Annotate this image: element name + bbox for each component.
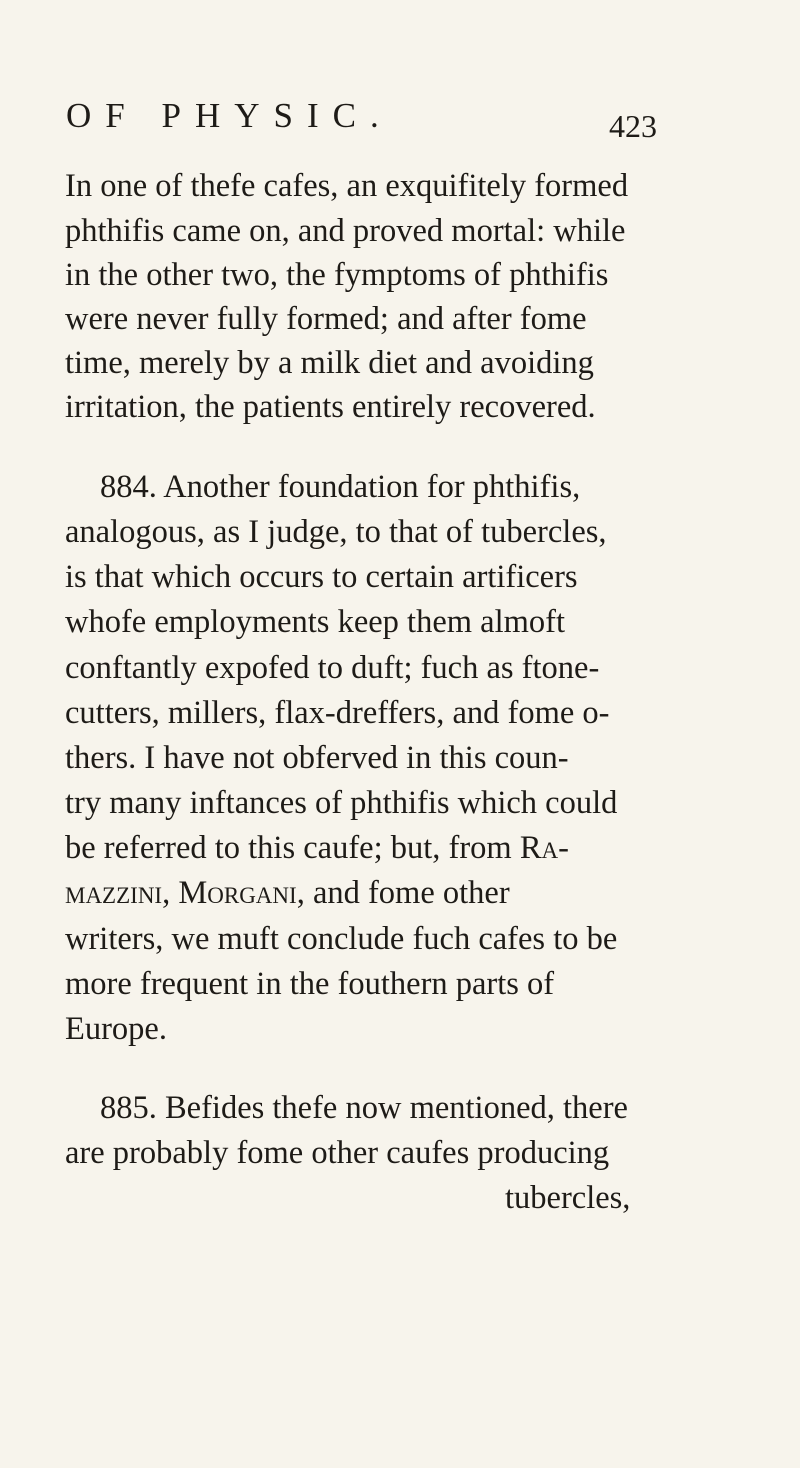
text-line: whofe employments keep them almoft [65, 604, 566, 640]
text-run: , [162, 875, 179, 911]
text-run: be referred to this caufe; but, from [65, 830, 520, 866]
text-line: 884. Another foundation for phthifis, [100, 469, 581, 505]
catchword: tubercles, [505, 1180, 631, 1216]
text-line: are probably fome other caufes producing [65, 1135, 610, 1171]
author-name: Ra- [519, 830, 569, 866]
text-line: try many inftances of phthifis which could [65, 785, 618, 821]
text-line: is that which occurs to certain artificers [65, 559, 578, 595]
text-line: In one of thefe cafes, an exquifitely formed [65, 168, 629, 204]
text-line: in the other two, the fymptoms of phthifis [65, 257, 609, 293]
text-line: analogous, as I judge, to that of tubercles, [65, 514, 607, 550]
text-line: Europe. [65, 1011, 167, 1047]
text-line: phthifis came on, and proved mortal: while [65, 213, 626, 249]
text-line: more frequent in the fouthern parts of [65, 966, 555, 1002]
text-line: conftantly expofed to duft; fuch as ftone- [65, 650, 600, 686]
text-line [65, 828, 569, 868]
page-number: 423 [609, 108, 657, 144]
text-line: writers, we muft conclude fuch cafes to be [65, 921, 618, 957]
text-run: , and fome other [296, 875, 510, 911]
text-line: 885. Befides thefe now mentioned, there [100, 1090, 628, 1126]
author-name: Morgani [178, 875, 297, 911]
running-title: OF PHYSIC. [66, 96, 393, 135]
text-line: time, merely by a milk diet and avoiding [65, 345, 594, 381]
text-line: irritation, the patients entirely recovered. [65, 389, 596, 425]
text-line: were never fully formed; and after fome [65, 301, 587, 337]
running-head [66, 96, 706, 146]
text-line: cutters, millers, flax-dreffers, and fome o- [65, 695, 610, 731]
text-line [65, 873, 510, 913]
text-line: thers. I have not obferved in this coun- [65, 740, 569, 776]
author-name: mazzini [65, 875, 163, 911]
